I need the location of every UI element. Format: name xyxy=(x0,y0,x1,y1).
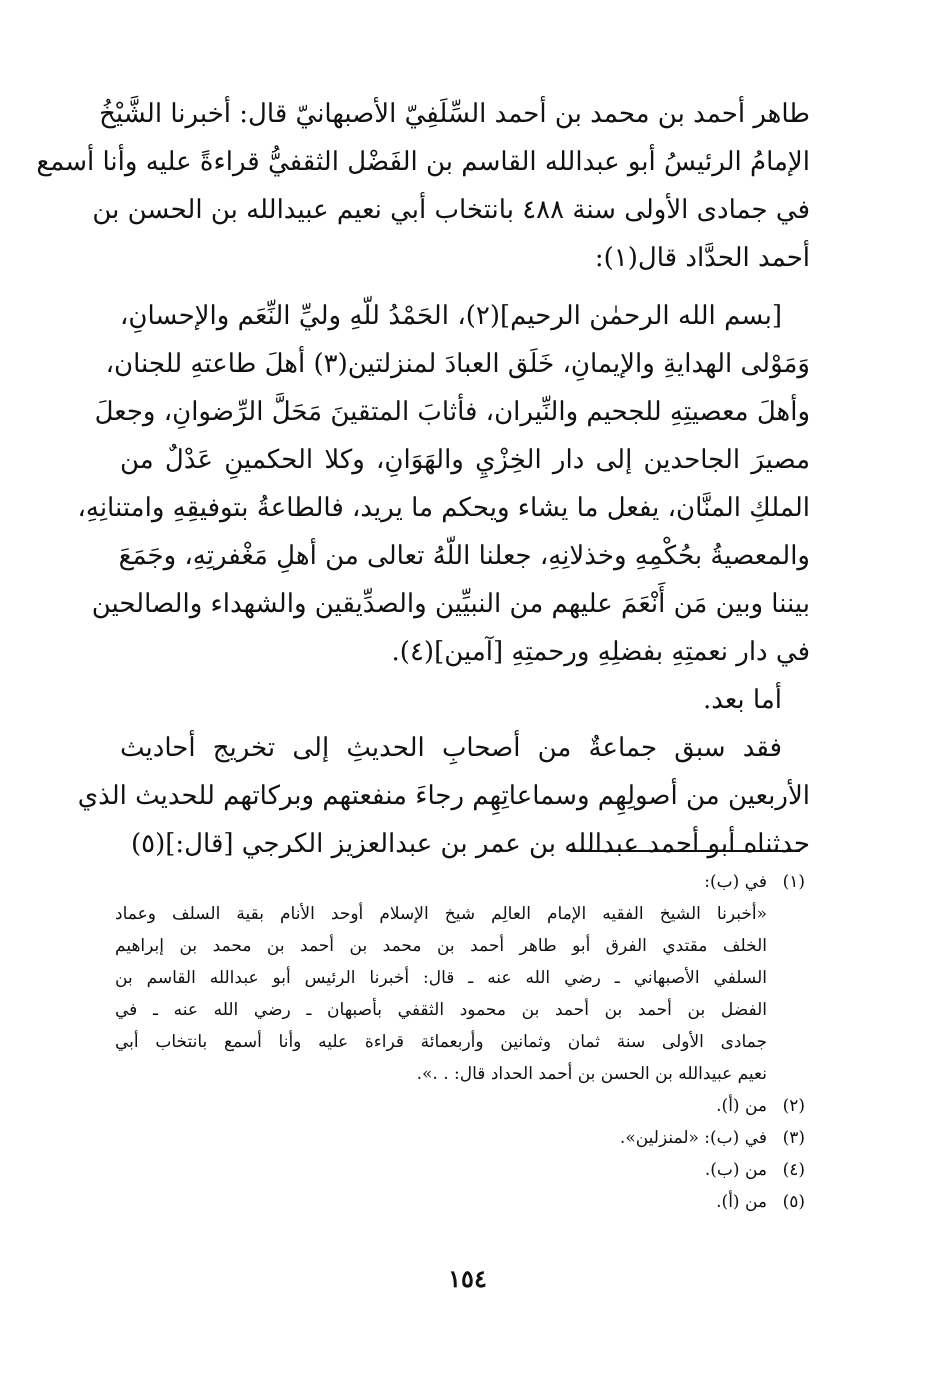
footnote xyxy=(115,866,805,898)
footnote-line: نعيم عبيدالله بن الحسن بن أحمد الحداد قال: . .». xyxy=(416,1064,767,1084)
footnote-number: (٢) xyxy=(782,1096,805,1116)
footnote-line: من (أ). xyxy=(716,1192,767,1212)
footnote-line: في (ب): «لمنزلين». xyxy=(619,1128,767,1148)
footnote-line: جمادى الأولى سنة ثمان وثمانين وأربعمائة قراءة عليه وأنا أسمع بانتخاب أبي xyxy=(115,1032,767,1052)
main-text xyxy=(36,90,810,868)
text-line: فقد سبق جماعةٌ من أصحابِ الحديثِ إلى تخريج أحاديث xyxy=(120,733,782,763)
page-number: ١٥٤ xyxy=(448,1264,487,1293)
footnote-number: (٣) xyxy=(782,1128,805,1148)
footnote-line: من (ب). xyxy=(704,1160,767,1180)
footnote xyxy=(115,1186,805,1218)
text-line: مصيرَ الجاحدين إلى دار الخِزْيِ والهَوَانِ، وكلا الحكمينِ عَدْلٌ من xyxy=(120,445,810,475)
text-line: طاهر أحمد بن محمد بن أحمد السِّلَفِيّ الأصبهانيّ قال: أخبرنا الشَّيْخُ xyxy=(99,99,810,129)
text-line: وأهلَ معصيتِهِ للجحيم والنِّيران، فأثابَ المتقينَ مَحَلَّ الرِّضوانِ، وجعلَ xyxy=(94,397,810,427)
footnote-number: (٥) xyxy=(782,1192,805,1212)
footnote-line: في (ب): xyxy=(704,872,767,892)
text-line: في دار نعمتِهِ بفضلِهِ ورحمتِهِ [آمين](٤). xyxy=(391,637,810,667)
footnote-line: السلفي الأصبهاني ـ رضي الله عنه ـ قال: أخبرنا الرئيس أبو عبدالله القاسم بن xyxy=(115,968,767,988)
footnote-number: (١) xyxy=(782,872,805,892)
text-line: والمعصيةُ بحُكْمِهِ وخذلانِهِ، جعلنا اللّهُ تعالى من أهلِ مَغْفرتِهِ، وجَمَعَ xyxy=(118,541,810,571)
text-line: حدثناه أبو أحمد عبدالله بن عمر بن عبدالعزيز الكرجي [قال:](٥) xyxy=(130,829,810,859)
footnote xyxy=(115,1154,805,1186)
text-line: [بسم الله الرحمٰن الرحيم](٢)، الحَمْدُ للّهِ وليِّ النِّعَم والإحسانِ، xyxy=(120,301,782,331)
footnotes xyxy=(115,866,805,1218)
footnote xyxy=(115,1122,805,1154)
footnote-line: الخلف مقتدي الفرق أبو طاهر أحمد بن محمد بن أحمد بن محمد بن إبراهيم xyxy=(115,936,767,956)
footnote xyxy=(115,1090,805,1122)
footnote-divider xyxy=(570,850,800,852)
text-line: أما بعد. xyxy=(702,685,782,715)
text-line: الإمامُ الرئيسُ أبو عبدالله القاسم بن الفَضْل الثقفيُّ قراءةً عليه وأنا أسمع xyxy=(36,147,810,177)
text-line: بيننا وبين مَن أَنْعَمَ عليهم من النبيِّين والصدِّيقين والشهداء والصالحين xyxy=(91,589,810,619)
text-line: في جمادى الأولى سنة ٤٨٨ بانتخاب أبي نعيم عبيدالله بن الحسن بن xyxy=(92,195,810,225)
footnote-line: من (أ). xyxy=(716,1096,767,1116)
text-line: وَمَوْلى الهدايةِ والإيمانِ، خَلَق العبادَ لمنزلتين(٣) أهلَ طاعتهِ للجنان، xyxy=(105,349,810,379)
text-line: الأربعين من أصولِهِم وسماعاتِهِم رجاءَ منفعتهم وبركاتهم للحديث الذي xyxy=(77,781,810,811)
footnote-line: الفضل بن أحمد بن أحمد بن محمود الثقفي بأصبهان ـ رضي الله عنه ـ في xyxy=(115,1000,767,1020)
text-line: الملكِ المنَّان، يفعل ما يشاء ويحكم ما يريد، فالطاعةُ بتوفيقِهِ وامتنانِهِ، xyxy=(77,493,810,523)
text-line: أحمد الحدَّاد قال(١): xyxy=(594,243,810,273)
footnote-line: «أخبرنا الشيخ الفقيه الإمام العالِم شيخ الإسلام أوحد الأنام بقية السلف وعماد xyxy=(115,904,767,924)
footnote-number: (٤) xyxy=(782,1160,805,1180)
